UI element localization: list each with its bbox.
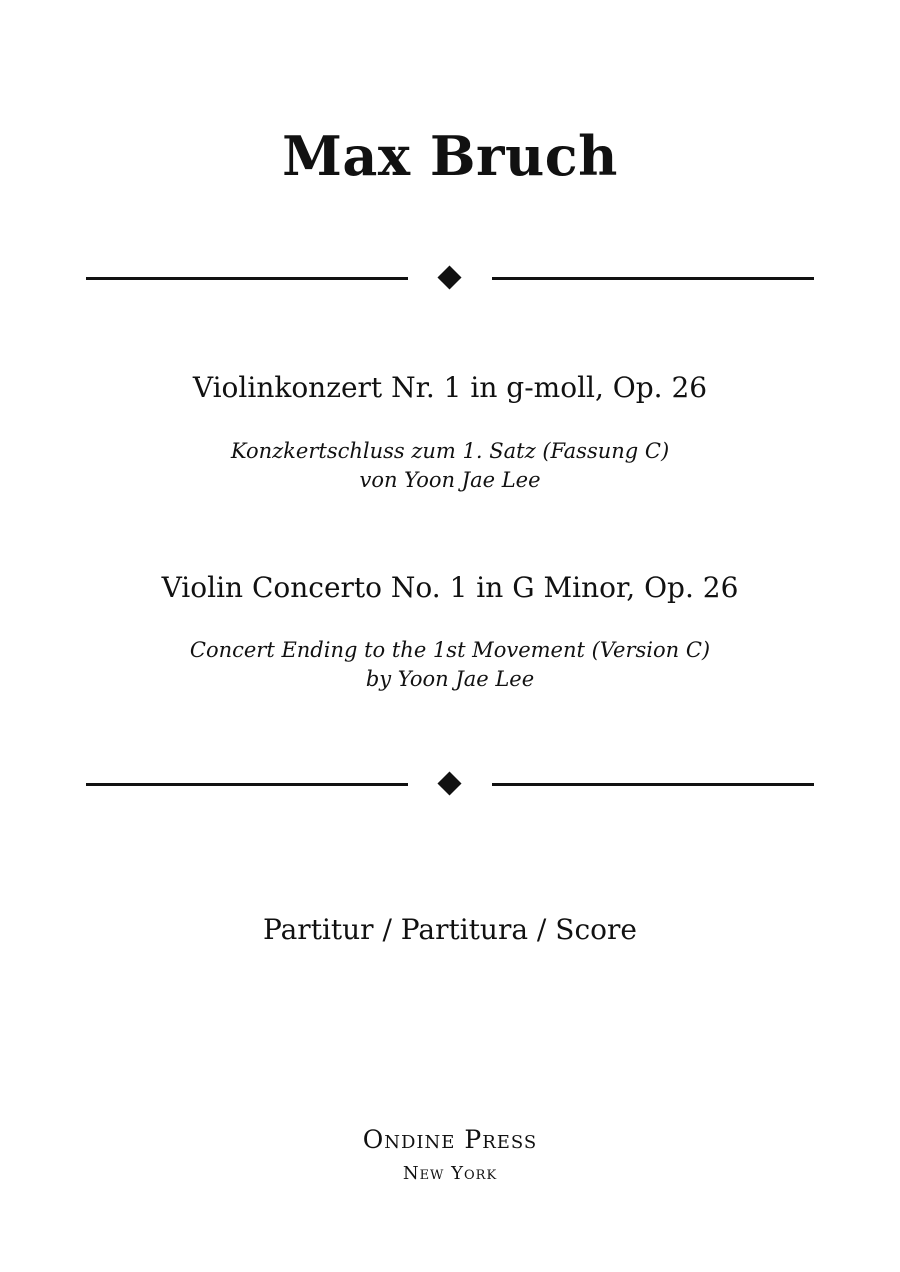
work-subtitle-german: Konzkertschluss zum 1. Satz (Fassung C) [230,439,670,463]
work-title-german: Violinkonzert Nr. 1 in g-moll, Op. 26 [192,371,708,404]
arranger-english: by Yoon Jae Lee [365,667,535,691]
diamond-icon [437,771,461,795]
divider-rule-left [86,783,408,786]
publisher-name: Ondine Press [362,1125,538,1154]
divider-rule-left [86,277,408,280]
bottom-divider [86,772,814,796]
top-divider [86,266,814,290]
work-subtitle-english: Concert Ending to the 1st Movement (Version C) [189,638,711,662]
divider-rule-right [492,783,814,786]
composer-name: Max Bruch [282,124,618,188]
diamond-icon [437,265,461,289]
divider-rule-right [492,277,814,280]
work-title-english: Violin Concerto No. 1 in G Minor, Op. 26 [161,571,739,604]
arranger-german: von Yoon Jae Lee [359,468,541,492]
publisher-city: New York [402,1163,498,1184]
edition-type: Partitur / Partitura / Score [263,913,637,946]
